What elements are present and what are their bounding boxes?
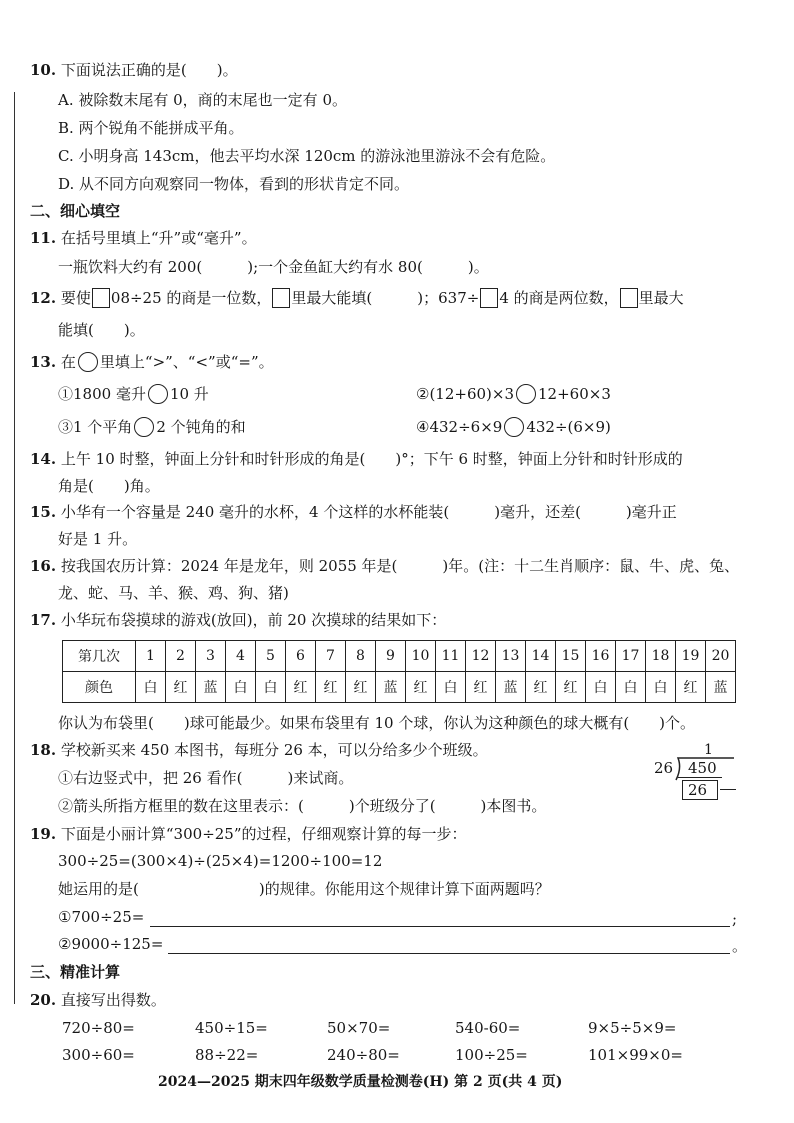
- question-19: [30, 824, 467, 844]
- option-c: C. 小明身高 143cm，他去平均水深 120cm 的游泳池里游泳不会有危险。: [58, 147, 556, 165]
- answer-square[interactable]: [92, 288, 110, 308]
- section-heading-calculation: 三、精准计算: [30, 963, 121, 981]
- question-stem: 下面是小丽计算“300÷25”的过程，仔细观察计算的每一步：: [60, 825, 467, 843]
- ball-color-cell: 红: [526, 672, 556, 703]
- product: 26: [688, 781, 708, 799]
- worked-expression: 300÷25=(300×4)÷(25×4)=1200÷100=12: [58, 852, 383, 870]
- question-number: 11.: [30, 229, 57, 247]
- question-text: 里填上“>”、“<”或“=”。: [99, 353, 274, 371]
- product-box: [682, 780, 718, 800]
- question-18-sub1: ①右边竖式中，把 26 看作( )来试商。: [58, 769, 354, 787]
- trial-number-cell: 16: [586, 641, 616, 672]
- trial-number-cell: 12: [466, 641, 496, 672]
- ball-color-cell: 红: [556, 672, 586, 703]
- compare-right: 432÷(6×9): [526, 418, 611, 436]
- ball-color-cell: 白: [646, 672, 676, 703]
- ball-color-cell: 红: [316, 672, 346, 703]
- quotient-digit: 1: [704, 742, 713, 758]
- table-row-colors: [63, 672, 736, 703]
- answer-line-1[interactable]: [150, 926, 730, 927]
- question-number: 15.: [30, 503, 57, 521]
- question-text: 上午 10 时整，钟面上分针和时针形成的角是( )°；下午 6 时整，钟面上分针和时针形成的: [60, 450, 683, 468]
- ball-color-cell: 白: [586, 672, 616, 703]
- dividend: 450: [688, 759, 717, 777]
- binding-margin-line: [14, 92, 15, 1004]
- question-number: 20.: [30, 991, 57, 1009]
- question-number: 12.: [30, 289, 57, 307]
- question-text: 里最大: [638, 289, 684, 307]
- trial-number-cell: 18: [646, 641, 676, 672]
- question-10: [30, 60, 238, 80]
- compare-right: 2 个钝角的和: [156, 418, 246, 436]
- question-number: 16.: [30, 557, 57, 575]
- line-end-mark: ;: [732, 910, 738, 928]
- compare-left: ②(12+60)×3: [416, 385, 515, 403]
- calc-r1-c5: 9×5÷5×9=: [588, 1019, 677, 1037]
- question-18-sub2: ②箭头所指方框里的数在这里表示：( )个班级分了( )本图书。: [58, 797, 547, 815]
- calc-r1-c2: 450÷15=: [195, 1019, 268, 1037]
- calc-r2-c3: 240÷80=: [327, 1046, 400, 1064]
- question-text: 按我国农历计算：2024 年是龙年，则 2055 年是( )年。(注：十二生肖顺序：鼠、牛、虎、兔、: [60, 557, 740, 575]
- question-12-line2: 能填( )。: [58, 321, 145, 339]
- option-d: D. 从不同方向观察同一物体，看到的形状肯定不同。: [58, 175, 410, 193]
- calc-r1-c4: 540-60=: [455, 1019, 521, 1037]
- question-number: 19.: [30, 825, 57, 843]
- calc-r1-c3: 50×70=: [327, 1019, 391, 1037]
- question-20: [30, 990, 166, 1010]
- ball-results-table: [62, 640, 736, 703]
- row-header: 第几次: [63, 641, 136, 672]
- trial-number-cell: 19: [676, 641, 706, 672]
- division-line: [678, 777, 722, 778]
- ball-color-cell: 红: [346, 672, 376, 703]
- ball-color-cell: 蓝: [196, 672, 226, 703]
- option-a: A. 被除数末尾有 0，商的末尾也一定有 0。: [58, 91, 347, 109]
- calc-r2-c2: 88÷22=: [195, 1046, 259, 1064]
- calc-item-1: ①700÷25=: [58, 908, 145, 926]
- section-heading-fill-in: 二、细心填空: [30, 202, 121, 220]
- arrow-pointer: [720, 789, 736, 790]
- question-stem: 学校新买来 450 本图书，每班分 26 本，可以分给多少个班级。: [60, 741, 488, 759]
- trial-number-cell: 13: [496, 641, 526, 672]
- ball-color-cell: 蓝: [496, 672, 526, 703]
- ball-color-cell: 红: [166, 672, 196, 703]
- trial-number-cell: 9: [376, 641, 406, 672]
- question-text: 4 的商是两位数，: [499, 289, 619, 307]
- answer-square[interactable]: [480, 288, 498, 308]
- question-18: [30, 740, 488, 760]
- table-row-trials: [63, 641, 736, 672]
- question-text: 小华有一个容量是 240 毫升的水杯，4 个这样的水杯能装( )毫升，还差( )毫升正: [60, 503, 677, 521]
- ball-color-cell: 蓝: [706, 672, 736, 703]
- ball-color-cell: 蓝: [376, 672, 406, 703]
- question-stem: 在括号里填上“升”或“毫升”。: [60, 229, 257, 247]
- trial-number-cell: 3: [196, 641, 226, 672]
- question-14: [30, 449, 683, 469]
- trial-number-cell: 5: [256, 641, 286, 672]
- answer-square[interactable]: [620, 288, 638, 308]
- compare-item-3: [58, 417, 246, 437]
- trial-number-cell: 8: [346, 641, 376, 672]
- question-11-line: 一瓶饮料大约有 200( );一个金鱼缸大约有水 80( )。: [58, 258, 489, 276]
- trial-number-cell: 17: [616, 641, 646, 672]
- question-stem: 下面说法正确的是( )。: [60, 61, 238, 79]
- compare-circle[interactable]: [134, 417, 154, 437]
- answer-line-2[interactable]: [168, 953, 730, 954]
- question-stem: 直接写出得数。: [60, 991, 166, 1009]
- question-text: 里最大能填( )；637÷: [291, 289, 480, 307]
- ball-color-cell: 白: [256, 672, 286, 703]
- compare-circle[interactable]: [516, 384, 536, 404]
- calc-r2-c4: 100÷25=: [455, 1046, 528, 1064]
- calc-r2-c5: 101×99×0=: [588, 1046, 683, 1064]
- option-b: B. 两个锐角不能拼成平角。: [58, 119, 244, 137]
- ball-color-cell: 红: [466, 672, 496, 703]
- trial-number-cell: 14: [526, 641, 556, 672]
- compare-item-1: [58, 384, 209, 404]
- trial-number-cell: 2: [166, 641, 196, 672]
- question-17: [30, 610, 446, 630]
- question-12: [30, 288, 684, 308]
- question-text: 要使: [60, 289, 91, 307]
- page-footer: 2024—2025 期末四年级数学质量检测卷(H) 第 2 页(共 4 页): [158, 1074, 563, 1090]
- question-number: 18.: [30, 741, 57, 759]
- question-15: [30, 502, 677, 522]
- ball-color-cell: 红: [286, 672, 316, 703]
- question-13: [30, 352, 274, 372]
- calc-r2-c1: 300÷60=: [62, 1046, 135, 1064]
- question-14-line2: 角是( )角。: [58, 477, 160, 495]
- question-15-line2: 好是 1 升。: [58, 530, 138, 548]
- question-stem: 小华玩布袋摸球的游戏(放回)，前 20 次摸球的结果如下：: [60, 611, 447, 629]
- compare-right: 12+60×3: [538, 385, 611, 403]
- trial-number-cell: 10: [406, 641, 436, 672]
- row-header: 颜色: [63, 672, 136, 703]
- divisor: 26: [654, 759, 674, 777]
- question-number: 13.: [30, 353, 57, 371]
- question-16-line2: 龙、蛇、马、羊、猴、鸡、狗、猪): [58, 584, 289, 602]
- trial-number-cell: 4: [226, 641, 256, 672]
- question-number: 17.: [30, 611, 57, 629]
- ball-color-cell: 白: [436, 672, 466, 703]
- compare-left: ④432÷6×9: [416, 418, 503, 436]
- compare-left: ①1800 毫升: [58, 385, 146, 403]
- answer-square[interactable]: [272, 288, 290, 308]
- ball-color-cell: 红: [676, 672, 706, 703]
- trial-number-cell: 20: [706, 641, 736, 672]
- question-17-followup: 你认为布袋里( )球可能最少。如果布袋里有 10 个球，你认为这种颜色的球大概有( )个。: [58, 714, 696, 732]
- calc-r1-c1: 720÷80=: [62, 1019, 135, 1037]
- compare-circle: [78, 352, 98, 372]
- compare-item-2: [416, 384, 611, 404]
- compare-right: 10 升: [169, 385, 209, 403]
- question-number: 14.: [30, 450, 57, 468]
- compare-circle[interactable]: [504, 417, 524, 437]
- question-19-line: 她运用的是( )的规律。你能用这个规律计算下面两题吗？: [58, 880, 550, 898]
- trial-number-cell: 11: [436, 641, 466, 672]
- trial-number-cell: 15: [556, 641, 586, 672]
- long-division: [654, 742, 744, 802]
- question-number: 10.: [30, 61, 57, 79]
- ball-color-cell: 白: [136, 672, 166, 703]
- trial-number-cell: 6: [286, 641, 316, 672]
- ball-color-cell: 红: [406, 672, 436, 703]
- ball-color-cell: 白: [226, 672, 256, 703]
- question-16: [30, 556, 739, 576]
- compare-circle[interactable]: [148, 384, 168, 404]
- question-text: 在: [60, 353, 76, 371]
- compare-item-4: [416, 417, 611, 437]
- question-text: 08÷25 的商是一位数，: [110, 289, 272, 307]
- compare-left: ③1 个平角: [58, 418, 133, 436]
- line-end-mark: 。: [732, 937, 748, 955]
- calc-item-2: ②9000÷125=: [58, 935, 164, 953]
- trial-number-cell: 7: [316, 641, 346, 672]
- ball-color-cell: 白: [616, 672, 646, 703]
- question-11: [30, 228, 257, 248]
- trial-number-cell: 1: [136, 641, 166, 672]
